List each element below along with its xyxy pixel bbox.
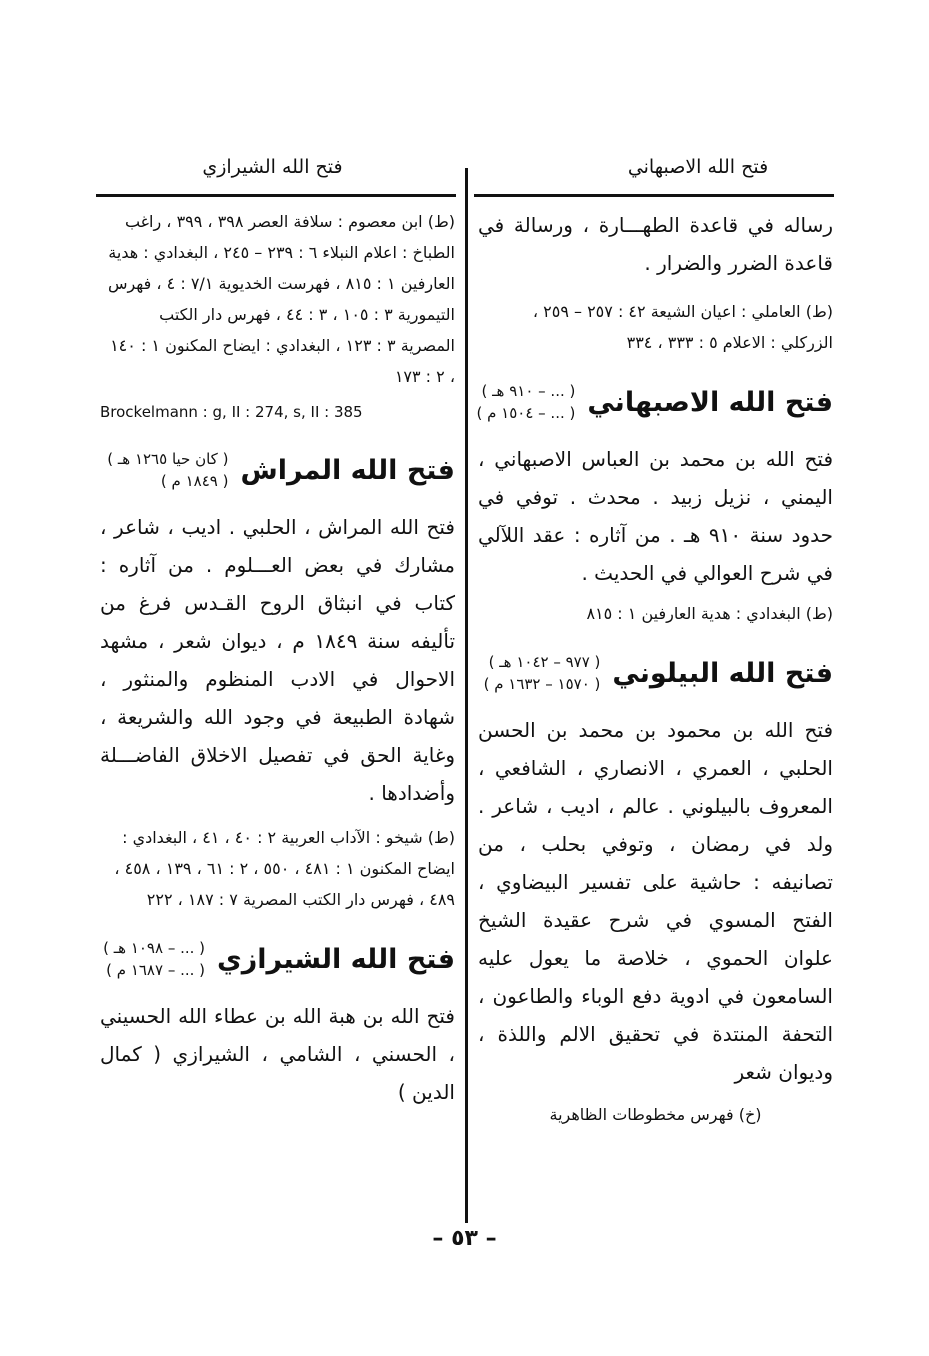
right-paragraph-2: فتح الله بن محمد بن العباس الاصبهاني ، اليمني ، نزيل زبيد . محدث . توفي في حدود سنة ٩١٠ هـ . من آثاره : عقد اللآلي في شرح العوالي في الحديث .	[478, 447, 833, 585]
page-number: – ٥٣ –	[432, 1226, 497, 1251]
entry-heading-shirazi	[100, 937, 455, 981]
right-paragraph-1: رساله في قاعدة الطهـــارة ، ورسالة في قاعدة الضرر والضرار .	[478, 213, 833, 275]
left-paragraph-1: فتح الله المراش ، الحلبي . اديب ، شاعر ، مشارك في بعض العـــلوم . من آثاره : كتاب في انبثاق الروح القـدس فرغ من تأليفه سنة ١٨٤٩ م ، ديوان شعر ، مشهد الاحوال في الادب المنظوم والمنثور ، شهادة الطبيعة في وجود الله والشريعة ، وغاية الحق في تفصيل الاخلاق الفاضـــلة وأضدادها .	[100, 515, 456, 805]
left-column-header: فتح الله الشيرازي	[202, 156, 343, 178]
entry-heading-bailuni	[478, 651, 833, 695]
date-gregorian: ( ١٨٤٩ م )	[160, 472, 229, 490]
entry-dates	[103, 937, 205, 981]
entry-name: فتح الله الاصبهاني	[587, 386, 833, 418]
entry-heading-marrash	[100, 448, 455, 492]
right-column-header: فتح الله الاصبهاني	[627, 156, 769, 178]
right-column	[478, 206, 833, 1130]
right-header-rule	[474, 194, 834, 197]
entry-dates	[107, 448, 228, 492]
left-paragraph-2: فتح الله بن هبة الله بن عطاء الله الحسيني ، الحسني ، الشامي ، الشيرازي ( كمال الدين )	[100, 1004, 455, 1104]
entry-name: فتح الله البيلوني	[612, 657, 833, 689]
right-paragraph-3: فتح الله بن محمود بن محمد بن الحسن الحلبي ، العمري ، الانصاري ، الشافعي ، المعروف بالبيلوني . عالم ، اديب ، شاعر . ولد في رمضان ، وتوفي بحلب ، من تصانيفه : حاشية على تفسير البيضاوي ، الفتح المسوي في شرح عقيدة الشيخ علوان الحموي ، خلاصة ما يعول عليه السامعون في ادوية دفع الوباء والطاعون ، التحفة المنتدة في تحقيق الالم واللذة ، وديوان شعر	[478, 718, 833, 1084]
right-reference-2: (ط) البغدادي : هدية العارفين ١ : ٨١٥	[586, 604, 833, 623]
entry-dates	[476, 380, 575, 424]
date-hijri: ( ... – ٩١٠ هـ )	[481, 382, 576, 400]
brockelmann-reference: Brockelmann : g, II : 274, s, II : 385	[100, 403, 363, 421]
left-reference-2: (ط) شيخو : الآداب العربية ٢ : ٤٠ ، ٤١ ، البغدادي : ايضاح المكنون ١ : ٤٨١ ، ٥٥٠ ، ٢ : ٦١ ، ١٣٩ ، ٤٥٨ ، ٤٨٩ ، فهرس دار الكتب المصرية ٧ : ١٨٧ ، ٢٢٢	[114, 828, 455, 909]
right-reference-1: (ط) العاملي : اعيان الشيعة ٤٢ : ٢٥٧ – ٢٥٩ ، الزركلي : الاعلام ٥ : ٣٣٣ ، ٣٣٤	[532, 302, 833, 352]
date-gregorian: ( ... – ١٦٨٧ م )	[106, 961, 206, 979]
left-reference-1: (ط) ابن معصوم : سلافة العصر ٣٩٨ ، ٣٩٩ ، راغب الطباخ : اعلام النبلاء ٦ : ٢٣٩ – ٢٤٥ ، البغدادي : هدية العارفين ١ : ٨١٥ ، فهرست الخديوية ٧/١ : ٤ ، فهرس التيمورية ٣ : ١٠٥ ، ٣ : ٤٤ ، فهرس دار الكتب المصرية ٣ : ١٢٣ ، البغدادي : ايضاح المكنون ١ : ١٤٠ ، ٢ : ١٧٣	[107, 212, 455, 386]
column-divider	[465, 168, 468, 1223]
entry-name: فتح الله الشيرازي	[217, 943, 455, 975]
right-reference-3: (خ) فهرس مخطوطات الظاهرية	[549, 1105, 762, 1124]
entry-dates	[484, 651, 601, 695]
entry-heading-isbahani	[478, 380, 833, 424]
date-gregorian: ( ... – ١٥٠٤ م )	[476, 404, 576, 422]
date-hijri: ( ٩٧٧ – ١٠٤٢ هـ )	[488, 653, 601, 671]
left-column	[100, 206, 455, 1111]
date-hijri: ( كان حيا ١٢٦٥ هـ )	[107, 450, 229, 468]
date-gregorian: ( ١٥٧٠ – ١٦٣٢ م )	[483, 675, 601, 693]
date-hijri: ( ... – ١٠٩٨ هـ )	[103, 939, 206, 957]
entry-name: فتح الله المراش	[240, 454, 455, 486]
left-header-rule	[96, 194, 456, 197]
